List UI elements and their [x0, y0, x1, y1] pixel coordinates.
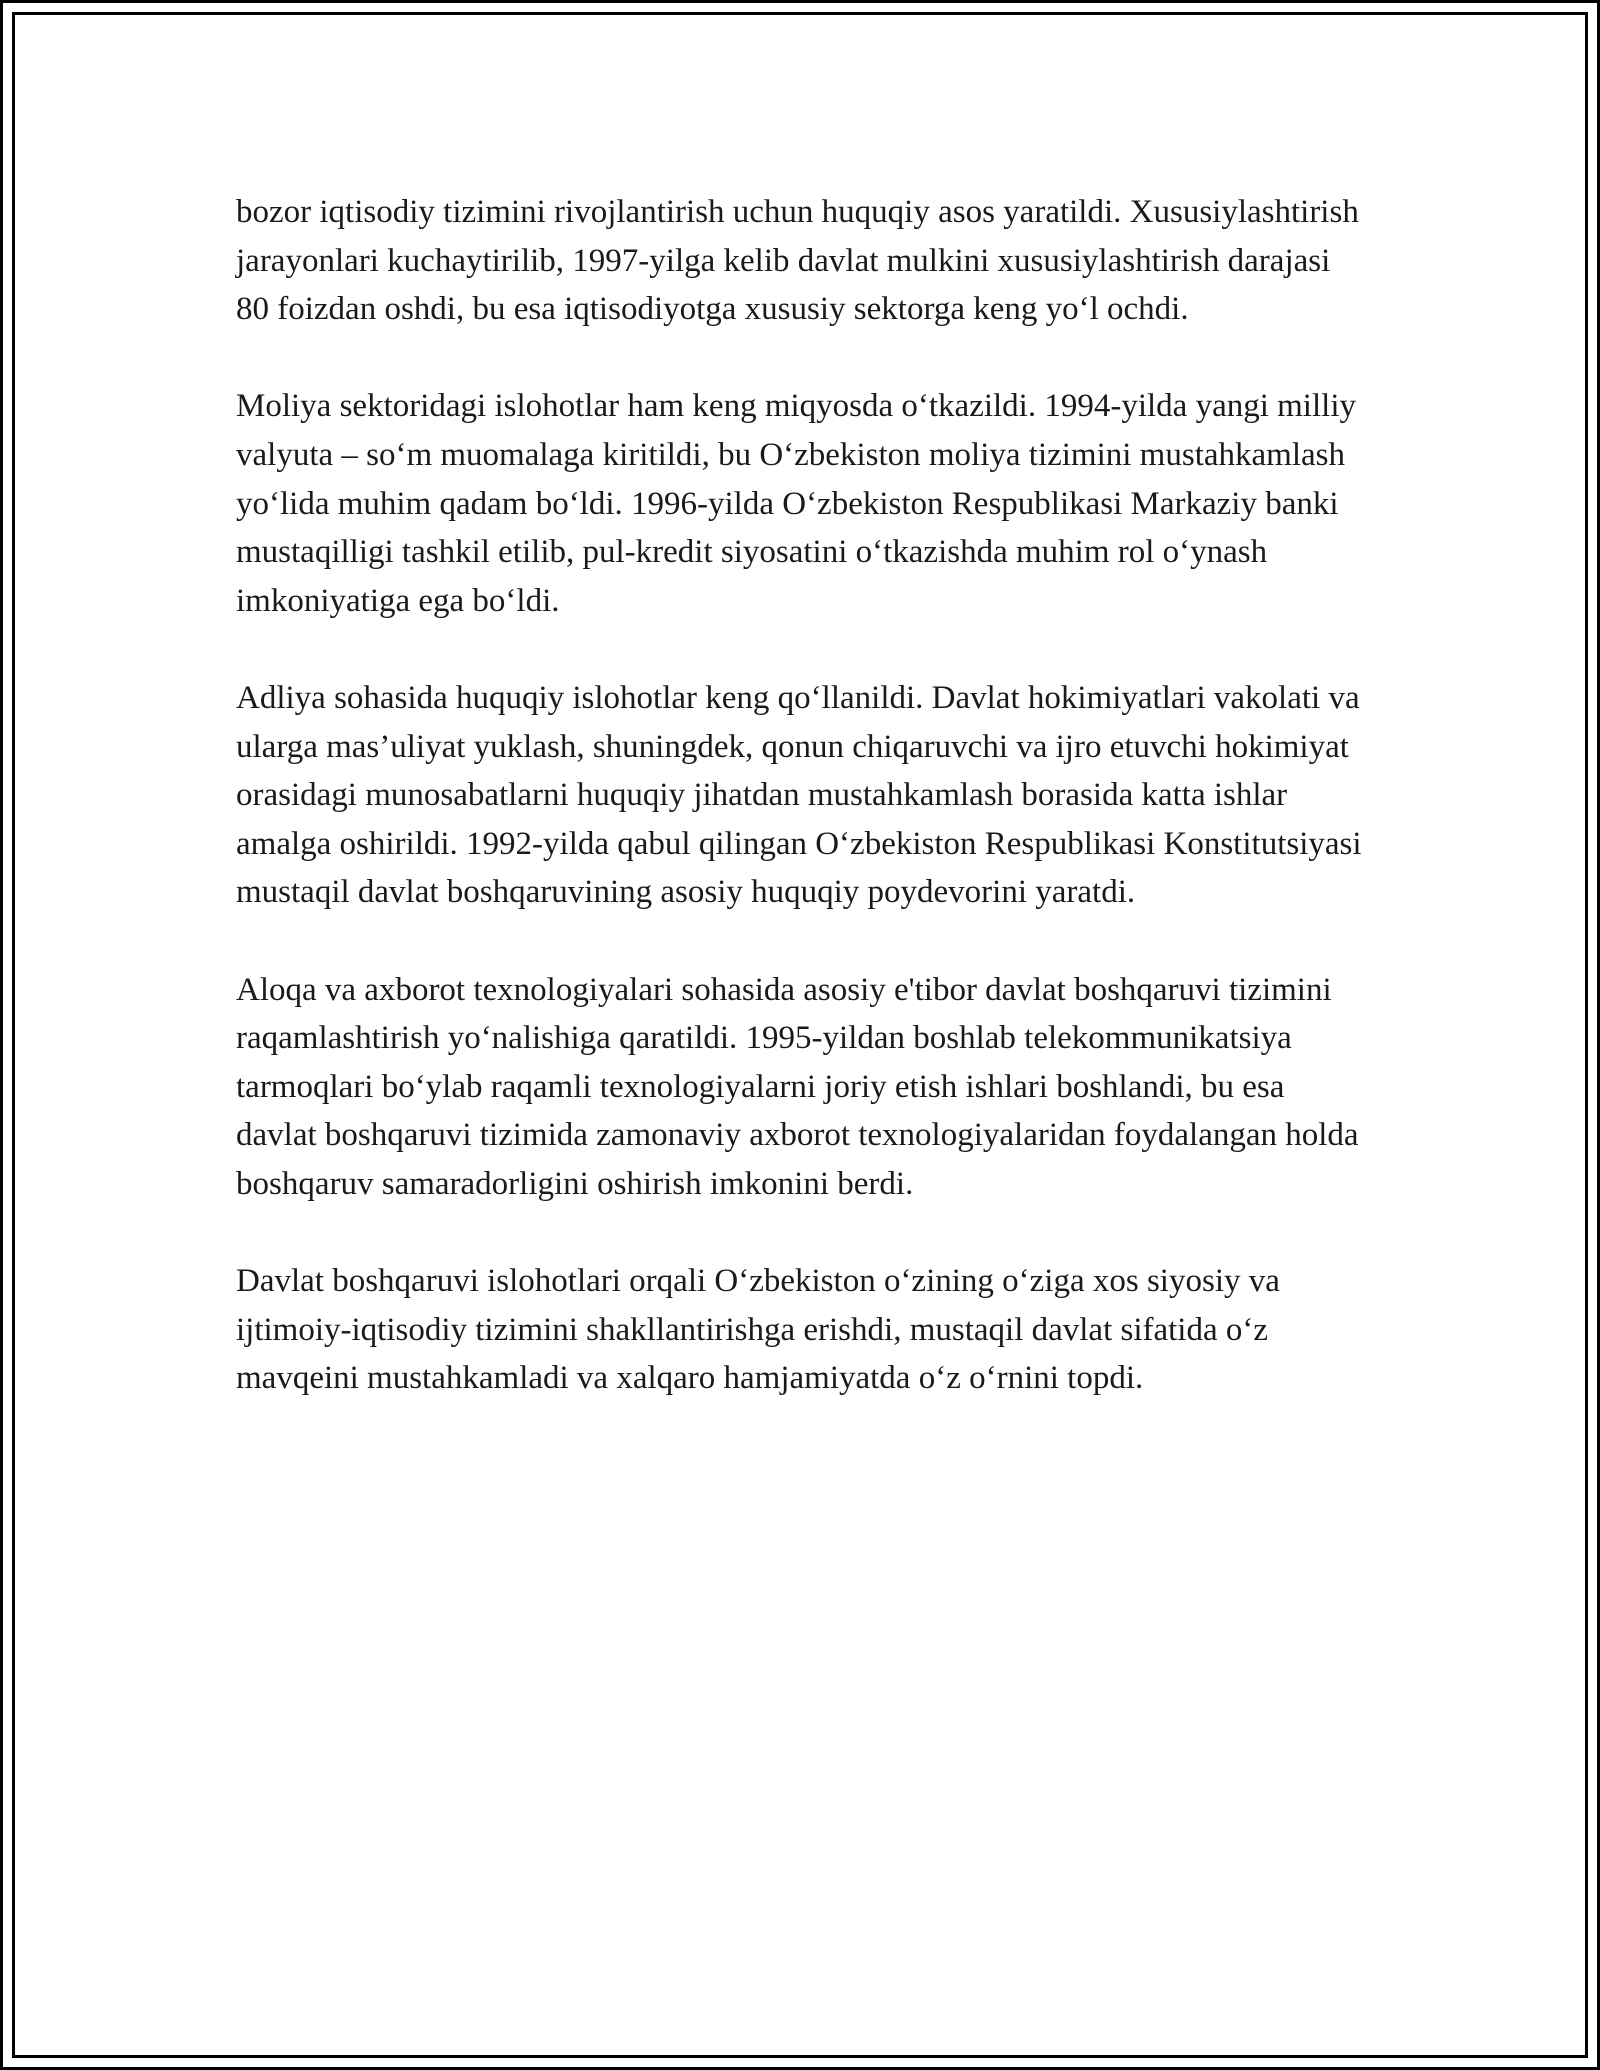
paragraph-finance-reforms: Moliya sektoridagi islohotlar ham keng miqyosda o‘tkazildi. 1994-yilda yangi milliy valyuta – so‘m muomalaga kiritildi, bu O‘zbekiston moliya tizimini mustahkamlash yo‘lida muhim qadam bo‘ldi. 1996-yilda O‘zbekiston Respublikasi Markaziy banki mustaqilligi tashkil etilib, pul-kredit siyosatini o‘tkazishda muhim rol o‘ynash imkoniyatiga ega bo‘ldi.	[236, 388, 1356, 619]
document-body	[236, 188, 1366, 1403]
paragraph-market-economy: bozor iqtisodiy tizimini rivojlantirish uchun huquqiy asos yaratildi. Xususiylashtirish jarayonlari kuchaytirilib, 1997-yilga kelib davlat mulkini xususiylashtirish darajasi 80 foizdan oshdi, bu esa iqtisodiyotga xususiy sektorga keng yo‘l ochdi.	[236, 194, 1359, 328]
paragraph-communication-technology: Aloqa va axborot texnologiyalari sohasida asosiy e'tibor davlat boshqaruvi tizimini raqamlashtirish yo‘nalishiga qaratildi. 1995-yildan boshlab telekommunikatsiya tarmoqlari bo‘ylab raqamli texnologiyalarni joriy etish ishlari boshlandi, bu esa davlat boshqaruvi tizimida zamonaviy axborot texnologiyalaridan foydalangan holda boshqaruv samaradorligini oshirish imkonini berdi.	[236, 971, 1359, 1202]
paragraph-justice-reforms: Adliya sohasida huquqiy islohotlar keng qo‘llanildi. Davlat hokimiyatlari vakolati va ularga mas’uliyat yuklash, shuningdek, qonun chiqaruvchi va ijro etuvchi hokimiyat orasidagi munosabatlarni huquqiy jihatdan mustahkamlash borasida katta ishlar amalga oshirildi. 1992-yilda qabul qilingan O‘zbekiston Respublikasi Konstitutsiyasi mustaqil davlat boshqaruvining asosiy huquqiy poydevorini yaratdi.	[236, 679, 1362, 911]
paragraph-conclusion: Davlat boshqaruvi islohotlari orqali O‘zbekiston o‘zining o‘ziga xos siyosiy va ijtimoiy-iqtisodiy tizimini shakllantirishga erishdi, mustaqil davlat sifatida o‘z mavqeini mustahkamladi va xalqaro hamjamiyatda o‘z o‘rnini topdi.	[236, 1263, 1280, 1397]
